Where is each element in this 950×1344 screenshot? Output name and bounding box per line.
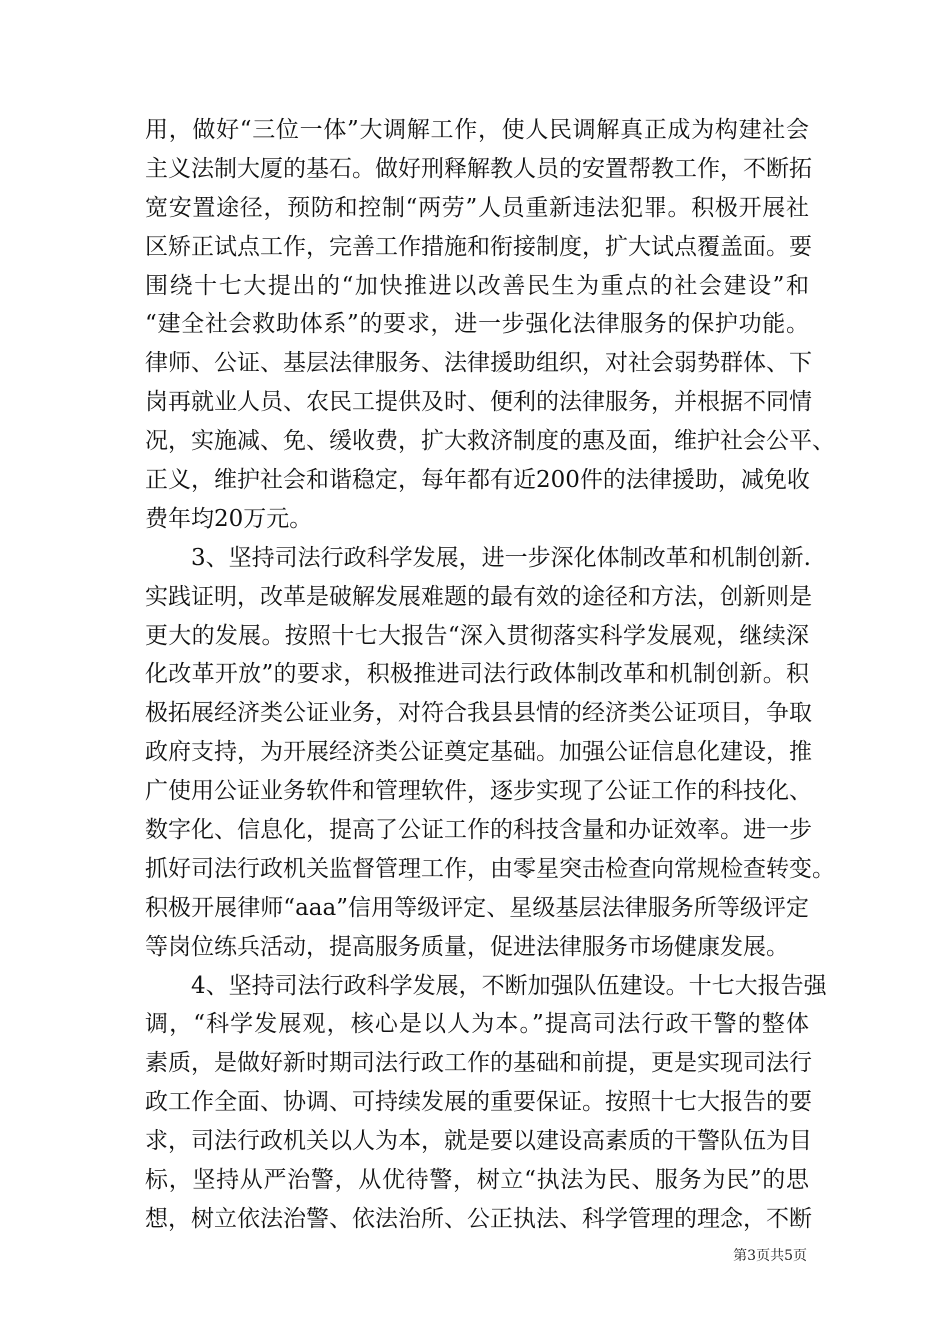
text-line: 费年均20万元。 [145, 505, 313, 532]
text-line: 况，实施减、免、缓收费，扩大救济制度的惠及面，维护社会公平、 [145, 428, 835, 455]
text-line: 实践证明，改革是破解发展难题的最有效的途径和方法，创新则是 [145, 583, 812, 610]
text-line: 标，坚持从严治警，从优待警，树立“执法为民、服务为民”的思 [145, 1167, 809, 1194]
text-line: 等岗位练兵活动，提高服务质量，促进法律服务市场健康发展。 [145, 933, 789, 960]
paragraph [145, 967, 827, 1239]
text-line: 正义，维护社会和谐稳定，每年都有近200件的法律援助，减免收 [145, 467, 810, 494]
text-line: 求，司法行政机关以人为本，就是要以建设高素质的干警队伍为目 [145, 1128, 812, 1155]
text-line: 积极开展律师“aaa”信用等级评定、星级基层法律服务所等级评定 [145, 894, 809, 921]
text-line: 化改革开放”的要求，积极推进司法行政体制改革和机制创新。积 [145, 661, 809, 688]
text-line: 政工作全面、协调、可持续发展的重要保证。按照十七大报告的要 [145, 1089, 812, 1116]
text-line: 主义法制大厦的基石。做好刑释解教人员的安置帮教工作，不断拓 [145, 155, 812, 182]
text-line: 律师、公证、基层法律服务、法律援助组织，对社会弱势群体、下 [145, 350, 812, 377]
text-line: 用，做好“三位一体”大调解工作，使人民调解真正成为构建社会 [145, 117, 809, 143]
paragraph [145, 539, 835, 967]
text-line: 更大的发展。按照十七大报告“深入贯彻落实科学发展观，继续深 [145, 622, 809, 649]
paragraph [145, 111, 835, 539]
text-line: 政府支持，为开展经济类公证奠定基础。加强公证信息化建设，推 [145, 739, 812, 766]
text-line: “建全社会救助体系”的要求，进一步强化法律服务的保护功能。 [145, 311, 809, 338]
text-line: 围绕十七大提出的“加快推进以改善民生为重点的社会建设”和 [145, 272, 809, 299]
document-body [145, 111, 835, 1239]
text-line: 4、坚持司法行政科学发展，不断加强队伍建设。十七大报告强 [191, 972, 827, 999]
text-line: 数字化、信息化，提高了公证工作的科技含量和办证效率。进一步 [145, 817, 812, 844]
text-line: 区矫正试点工作，完善工作措施和衔接制度，扩大试点覆盖面。要 [145, 233, 812, 260]
text-line: 宽安置途径，预防和控制“两劳”人员重新违法犯罪。积极开展社 [145, 194, 809, 221]
text-line: 素质，是做好新时期司法行政工作的基础和前提，更是实现司法行 [145, 1050, 812, 1077]
text-line: 岗再就业人员、农民工提供及时、便利的法律服务，并根据不同情 [145, 389, 812, 416]
page-number: 第3页共5页 [733, 1248, 807, 1264]
text-line: 极拓展经济类公证业务，对符合我县县情的经济类公证项目，争取 [145, 700, 812, 727]
text-line: 广使用公证业务软件和管理软件，逐步实现了公证工作的科技化、 [145, 778, 812, 805]
text-line: 调，“科学发展观，核心是以人为本。”提高司法行政干警的整体 [145, 1011, 809, 1038]
text-line: 抓好司法行政机关监督管理工作，由零星突击检查向常规检查转变。 [145, 855, 835, 882]
text-line: 3、坚持司法行政科学发展，进一步深化体制改革和机制创新. [191, 544, 811, 571]
text-line: 想，树立依法治警、依法治所、公正执法、科学管理的理念，不断 [145, 1205, 812, 1232]
